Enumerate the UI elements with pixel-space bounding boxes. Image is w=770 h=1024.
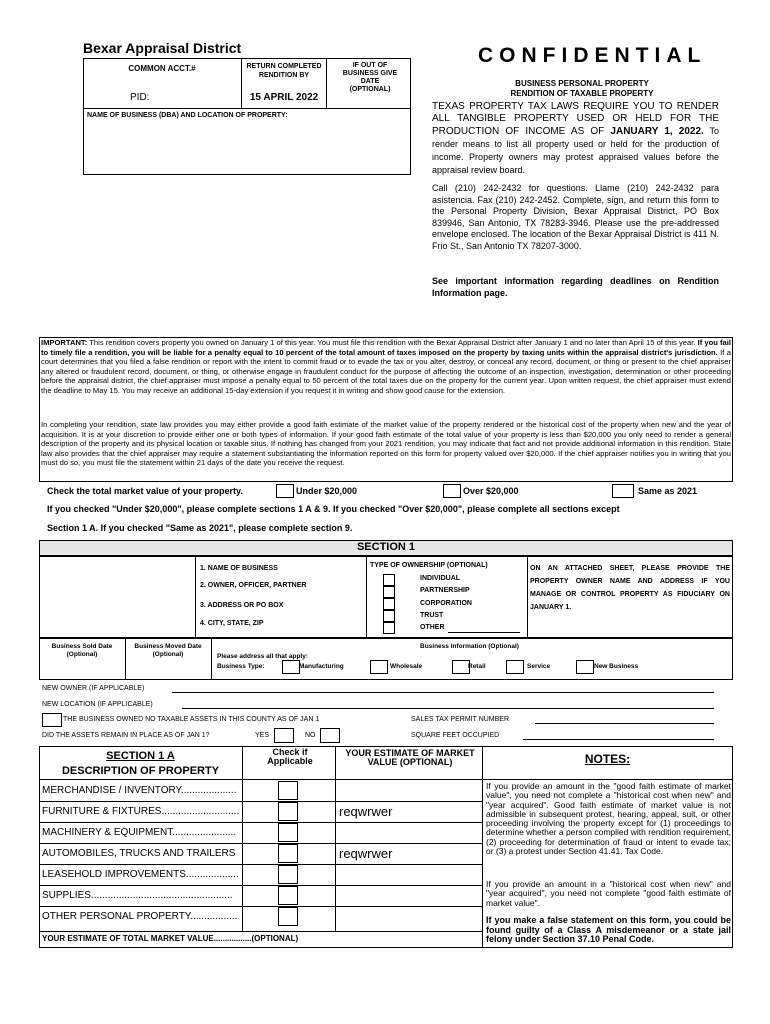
check-machinery[interactable]	[278, 823, 298, 842]
business-info-label: Business Information (Optional)	[420, 643, 519, 650]
form-title-2: RENDITION OF TAXABLE PROPERTY	[510, 89, 654, 98]
value-merchandise[interactable]	[339, 783, 479, 799]
note-3: If you make a false statement on this form, you could be found guilty of a Class A misdemeanor or a state jail felony under Section 37.10 Penal Code.	[486, 915, 731, 944]
confidential-title: CONFIDENTIAL	[478, 44, 707, 67]
type-service-label: Service	[527, 663, 551, 670]
business-name-label: NAME OF BUSINESS (DBA) AND LOCATION OF PROPERTY:	[87, 112, 288, 119]
no-label: NO	[305, 732, 316, 739]
market-check-label: Check the total market value of your property.	[47, 486, 243, 496]
section-1a-title: SECTION 1 A	[106, 750, 175, 762]
form-title-1: BUSINESS PERSONAL PROPERTY	[515, 79, 649, 88]
pid-label: PID:	[130, 92, 150, 103]
new-location-input[interactable]	[182, 700, 714, 709]
type-wholesale-label: Wholesale	[390, 663, 423, 670]
row-supplies-label: SUPPLIES...................................................	[42, 890, 233, 901]
type-new-business-checkbox[interactable]	[576, 660, 594, 674]
sales-tax-input[interactable]	[535, 715, 714, 724]
ownership-partnership-checkbox[interactable]	[383, 586, 395, 598]
type-manufacturing-checkbox[interactable]	[282, 660, 300, 674]
row-merchandise-label: MERCHANDISE / INVENTORY....................	[42, 785, 237, 796]
new-owner-label: NEW OWNER (IF APPLICABLE)	[42, 685, 145, 692]
business-sold-date-label: Business Sold Date (Optional)	[51, 643, 113, 658]
type-wholesale-checkbox[interactable]	[370, 660, 388, 674]
field-owner: 2. OWNER, OFFICER, PARTNER	[200, 582, 307, 589]
field-address: 3. ADDRESS OR PO BOX	[200, 602, 284, 609]
assets-remain-no-checkbox[interactable]	[320, 728, 340, 743]
row-furniture-label: FURNITURE & FIXTURES............................	[42, 806, 240, 817]
note-1: If you provide an amount in the "good faith estimate of market value", you need not complete a "historical cost when new" and "year acquired". Good faith estimate of market value is not admissible in subsequent protest, hearing, appeal, suit, or other proceeding involving the property except for (1) proceedings to determine whether a person complied with rendition requirement, (2) proceeding for determination of fraud or intent to evade tax; or (3) a protest under Section 41.41. Tax Code.	[486, 781, 731, 857]
business-moved-date-label: Business Moved Date (Optional)	[134, 643, 202, 658]
ownership-individual-label: INDIVIDUAL	[420, 575, 461, 582]
ownership-trust-label: TRUST	[420, 612, 444, 619]
type-new-business-label: New Business	[594, 663, 639, 670]
check-applicable-header: Check if Applicable	[267, 747, 313, 766]
market-instruction-1: If you checked "Under $20,000", please complete sections 1 A & 9. If you checked "Over $20,000", please complete all sections except	[47, 504, 620, 514]
total-market-value-input[interactable]	[339, 933, 479, 947]
district-name: Bexar Appraisal District	[83, 40, 242, 56]
market-instruction-2: Section 1 A. If you checked "Same as 2021", please complete section 9.	[47, 523, 353, 533]
business-type-label: Business Type:	[217, 663, 265, 670]
type-retail-label: Retail	[468, 663, 486, 670]
assets-remain-label: DID THE ASSETS REMAIN IN PLACE AS OF JAN 1?	[42, 732, 210, 739]
field-name-of-business: 1. NAME OF BUSINESS	[200, 565, 278, 572]
intro-paragraph-3: See important information regarding deadlines on Rendition Information page.	[432, 276, 719, 298]
sqft-label: SQUARE FEET OCCUPIED	[411, 732, 500, 739]
ownership-corporation-label: CORPORATION	[420, 600, 472, 607]
section-1-title: SECTION 1	[356, 541, 416, 553]
same-as-2021-checkbox[interactable]	[612, 484, 634, 498]
intro-paragraph-1: TEXAS PROPERTY TAX LAWS REQUIRE YOU TO RENDER ALL TANGIBLE PROPERTY USED OR HELD FOR THE PRODUCTION OF INCOME AS OF JANUARY 1, 2022. To render means to list all property used or held for the production of income. Property owners may protest appraised values before the appraisal review board.	[432, 101, 719, 175]
ownership-title: TYPE OF OWNERSHIP (OPTIONAL)	[370, 562, 488, 569]
total-market-value-label: YOUR ESTIMATE OF TOTAL MARKET VALUE.................(OPTIONAL)	[42, 934, 299, 943]
check-furniture[interactable]	[278, 802, 298, 821]
check-other[interactable]	[278, 907, 298, 926]
ownership-individual-checkbox[interactable]	[383, 574, 395, 586]
row-other-label: OTHER PERSONAL PROPERTY.................	[42, 911, 238, 922]
new-owner-input[interactable]	[172, 684, 714, 693]
under-20000-label: Under $20,000	[296, 486, 358, 496]
row-leasehold-label: LEASEHOLD IMPROVEMENTS...................	[42, 869, 239, 880]
ownership-partnership-label: PARTNERSHIP	[420, 587, 470, 594]
value-machinery[interactable]	[339, 825, 479, 841]
under-20000-checkbox[interactable]	[276, 484, 294, 498]
sqft-input[interactable]	[523, 731, 714, 740]
over-20000-checkbox[interactable]	[443, 484, 461, 498]
intro-paragraph-2: Call (210) 242-2432 for questions. Llame (210) 242-2432 para asistencia. Fax (210) 242-2452. Complete, sign, and return this form to the Personal Property Division, Bexar Appraisal District, PO Box 839946, San Antonio, TX 78283-3946. Please use the pre-addressed envelope enclosed. The location of the Bexar Appraisal District is 411 N. Frio St., San Antonio TX 78207-3000.	[432, 183, 719, 251]
notes-header: NOTES:	[584, 752, 631, 766]
check-leasehold[interactable]	[278, 865, 298, 884]
new-location-label: NEW LOCATION (IF APPLICABLE)	[42, 701, 153, 708]
value-automobiles[interactable]: reqwrwer	[339, 846, 393, 861]
description-header: DESCRIPTION OF PROPERTY	[61, 765, 220, 777]
row-automobiles-label: AUTOMOBILES, TRUCKS AND TRAILERS	[42, 848, 236, 859]
value-other[interactable]	[339, 909, 479, 925]
estimate-header: YOUR ESTIMATE OF MARKET VALUE (OPTIONAL)	[345, 748, 475, 767]
check-supplies[interactable]	[278, 886, 298, 905]
important-paragraph-1: IMPORTANT: This rendition covers property you owned on January 1 of this year. You must file this rendition with the Bexar Appraisal District after January 1 and no later than April 15 of this year. If you fail to timely file a rendition, you will be liable for a penalty equal to 10 percent of the total amount of taxes imposed on the property by taxing units within the appraisal district's jurisdiction. If a court determines that you filed a false rendition or report with the intent to commit fraud or to evade the tax or you alter, destroy, or conceal any record, document, or thing or present to the chief appraiser any altered or fraudulent record, document, or thing, or otherwise engage in fraudulent conduct for the purpose of affecting the outcome of an inspection, investigation, determination or other proceeding before the appraisal district, the chief appraiser must impose a penalty equal to 50 percent of the total taxes due on the property for the current year. Upon written request, the chief appraiser must extend the deadline to May 15. You may receive an additional 15-day extension if you request it in writing and show good cause for the extension.	[41, 338, 731, 395]
ownership-trust-checkbox[interactable]	[383, 610, 395, 622]
check-merchandise[interactable]	[278, 781, 298, 800]
yes-label: YES	[255, 732, 270, 739]
important-paragraph-2: In completing your rendition, state law provides you may either provide a good faith estimate of the market value of the property rendered or the historical cost of the property when new and the year of acquisition. It is at your discretion to provide either one or both types of information. If your good faith estimate of the total value of your property is less than $20,000 you only need to render a general description of the property and its physical location or taxable situs. If nothing has changed from your 2021 rendition, you may indicate that fact and not provide additional information in this rendition. State law also provides that the chief appraiser may require a statement substantiating the information reported on this form for property valued over $20,000. If the chief appraiser notifies you in writing that you must do so, you must file the statement within 21 days of the date you receive the request.	[41, 420, 731, 468]
assets-remain-yes-checkbox[interactable]	[274, 728, 294, 743]
type-manufacturing-label: Manufacturing	[299, 663, 344, 670]
check-automobiles[interactable]	[278, 844, 298, 863]
note-2: If you provide an amount in a "historical cost when new" and "year acquired", you need not complete "good faith estimate of market value".	[486, 879, 731, 908]
return-label: RETURN COMPLETED RENDITION BY	[246, 63, 322, 79]
over-20000-label: Over $20,000	[463, 486, 519, 496]
ownership-corporation-checkbox[interactable]	[383, 598, 395, 610]
return-date: 15 APRIL 2022	[249, 92, 319, 103]
field-city-state-zip: 4. CITY, STATE, ZIP	[200, 620, 264, 627]
no-taxable-assets-label: THE BUSINESS OWNED NO TAXABLE ASSETS IN THIS COUNTY AS OF JAN 1	[63, 716, 320, 723]
row-machinery-label: MACHINERY & EQUIPMENT.......................	[42, 827, 237, 838]
no-taxable-assets-checkbox[interactable]	[42, 713, 62, 727]
sales-tax-label: SALES TAX PERMIT NUMBER	[411, 716, 510, 723]
same-as-2021-label: Same as 2021	[638, 486, 698, 496]
common-acct-label: COMMON ACCT.#	[128, 64, 196, 73]
ownership-other-label: OTHER	[420, 624, 445, 631]
check-all-label: Please address all that apply:	[217, 653, 309, 660]
value-leasehold[interactable]	[339, 867, 479, 883]
out-of-business-label: IF OUT OF BUSINESS GIVE DATE (OPTIONAL)	[342, 62, 398, 93]
fiduciary-notice: ON AN ATTACHED SHEET, PLEASE PROVIDE THE PROPERTY OWNER NAME AND ADDRESS IF YOU MANAGE OR CONTROL PROPERTY AS FIDUCIARY ON JANUARY 1.	[530, 565, 730, 611]
ownership-other-checkbox[interactable]	[383, 622, 395, 634]
value-furniture[interactable]: reqwrwer	[339, 804, 393, 819]
type-service-checkbox[interactable]	[506, 660, 524, 674]
ownership-other-input[interactable]	[448, 624, 520, 633]
value-supplies[interactable]	[339, 888, 479, 904]
